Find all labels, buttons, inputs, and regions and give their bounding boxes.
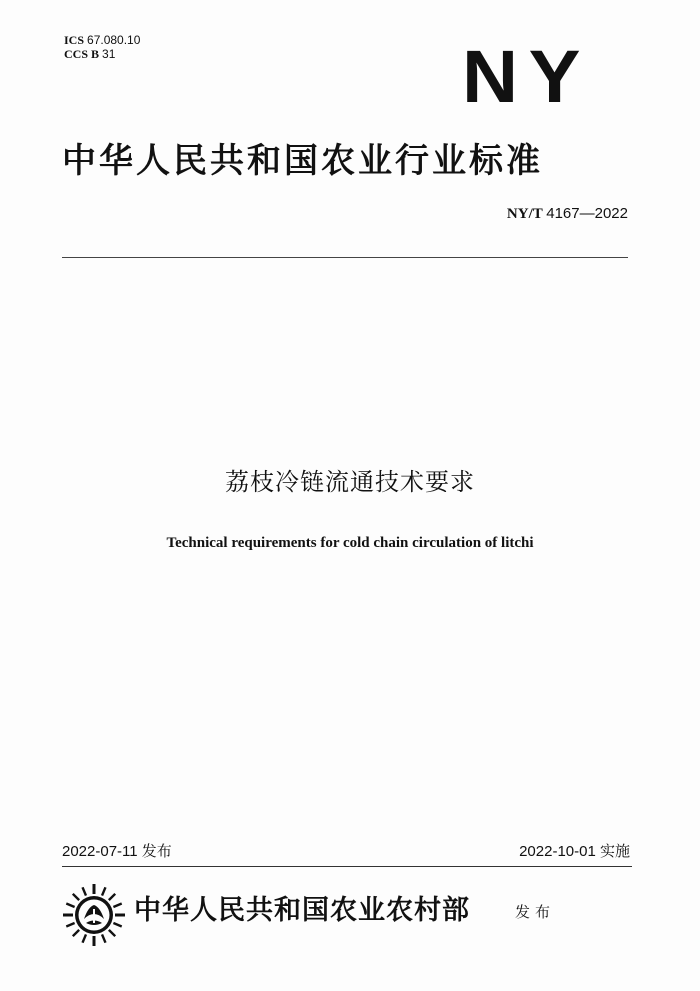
document-title-en: Technical requirements for cold chain circulation of litchi (166, 535, 534, 551)
ics-label: ICS (64, 33, 85, 47)
ics-code (64, 33, 140, 47)
ccs-value: 31 (102, 47, 116, 61)
document-title-cn: 荔枝冷链流通技术要求 (225, 468, 475, 496)
footer-divider (62, 866, 632, 867)
issue-date: 2022-07-11 发布 (62, 843, 172, 860)
standard-title: 中华人民共和国农业行业标准 (62, 141, 543, 181)
standard-number-value: 4167—2022 (546, 205, 628, 222)
ny-logo: NY (462, 35, 591, 118)
ics-value: 67.080.10 (87, 33, 141, 47)
ccs-label: CCS B (64, 47, 100, 61)
ccs-code (64, 47, 115, 61)
header-divider (62, 257, 628, 258)
ministry-emblem-icon (62, 883, 126, 947)
publisher-name: 中华人民共和国农业农村部 (134, 895, 470, 926)
standard-number-prefix: NY/T (506, 206, 543, 222)
implementation-date: 2022-10-01 实施 (519, 843, 630, 860)
publish-label: 发布 (515, 903, 556, 921)
standard-number (468, 205, 628, 223)
